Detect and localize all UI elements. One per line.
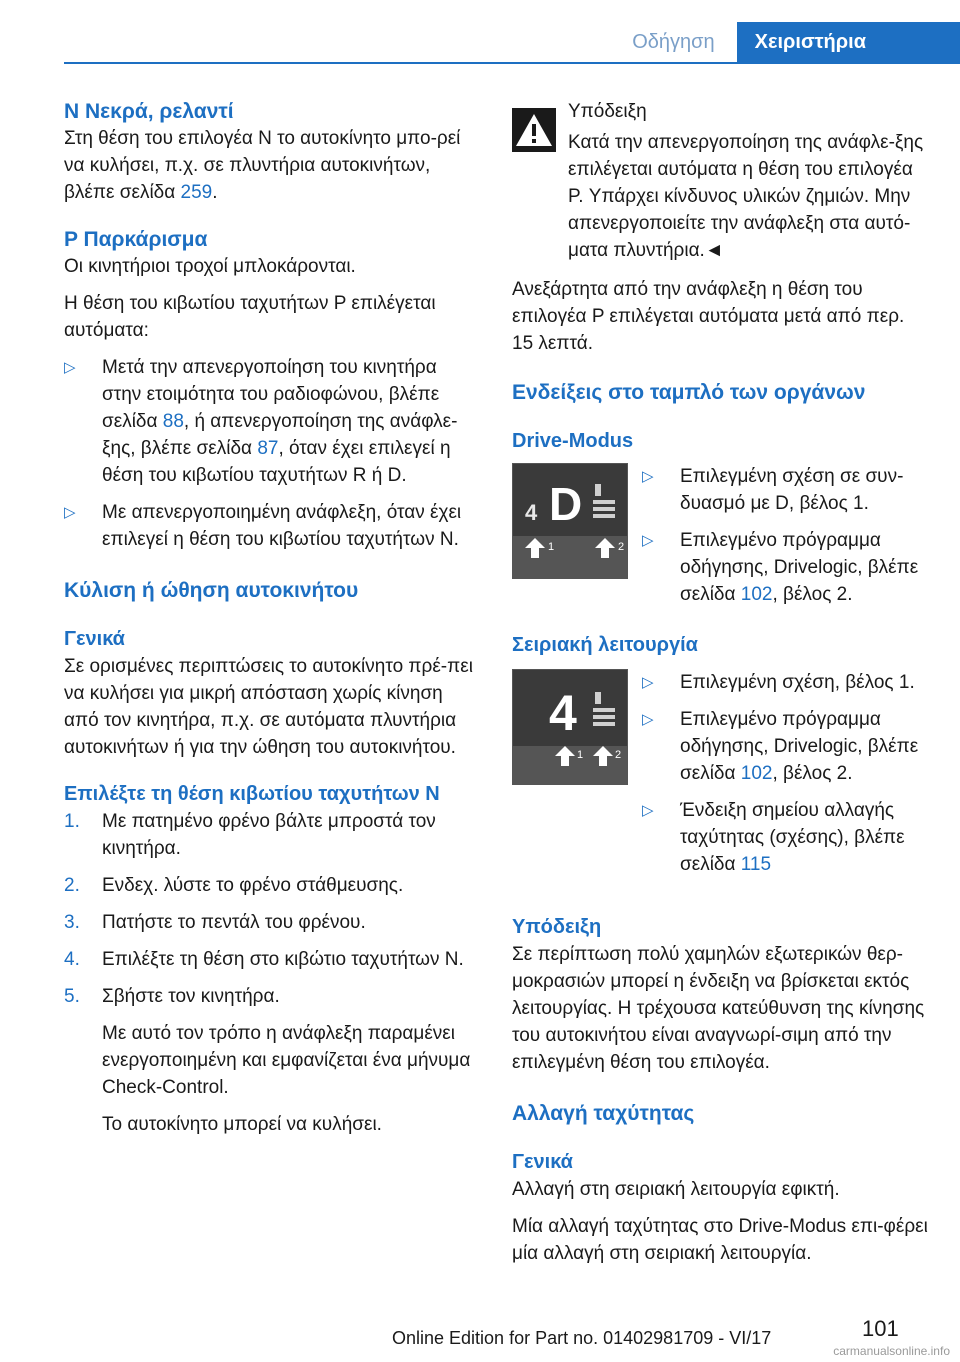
drive-bullet-1-text: Επιλεγμένη σχέση σε συν-δυασμό με D, βέλος 1.	[680, 466, 904, 514]
step-number: 4.	[64, 949, 80, 970]
general-heading: Γενικά	[64, 628, 125, 650]
steps-list	[64, 808, 480, 1138]
page-link-259[interactable]: 259	[180, 182, 213, 203]
park-text-2: Η θέση του κιβωτίου ταχυτήτων P επιλέγεται αυτόματα:	[64, 293, 436, 341]
park-bullet-1	[64, 354, 480, 489]
step-number: 2.	[64, 875, 80, 896]
arrow-2-label: 2	[615, 749, 622, 761]
step-number: 5.	[64, 986, 80, 1007]
step-text: Επιλέξτε τη θέση στο κιβώτιο ταχυτήτων N.	[102, 949, 464, 970]
seq-bullet-3-text: Ένδειξη σημείου αλλαγής ταχύτητας (σχέσης), βλέπε σελίδα	[680, 800, 905, 875]
arrow-1-label: 1	[548, 541, 555, 553]
drive-mode-figure-row	[512, 463, 928, 608]
page-link-102[interactable]: 102	[740, 584, 773, 605]
park-bullet-1-text-b: , ή απενεργοποίηση της ανάφλε-ξης, βλέπε σελίδα	[102, 411, 458, 459]
neutral-text-end: .	[212, 182, 218, 203]
bullet-triangle-icon: ▷	[642, 802, 654, 819]
neutral-heading: N Νεκρά, ρελαντί	[64, 100, 234, 123]
drive-letter: D	[549, 478, 583, 530]
seq-bullet-2-text-a: Επιλεγμένο πρόγραμμα οδήγησης, Drivelogic, βλέπε σελίδα	[680, 709, 919, 784]
park-text-1: Οι κινητήριοι τροχοί μπλοκάρονται.	[64, 256, 356, 277]
seq-bullet-1-text: Επιλεγμένη σχέση, βέλος 1.	[680, 672, 915, 693]
drive-mode-display-image	[512, 463, 628, 579]
drive-bullet-2-text-b: , βέλος 2.	[772, 584, 853, 605]
warning-block	[512, 98, 928, 264]
drive-mode-heading: Drive-Modus	[512, 430, 634, 452]
bullet-triangle-icon: ▷	[642, 711, 654, 728]
warning-text: Κατά την απενεργοποίηση της ανάφλε-ξης επιλέγεται αυτόματα η θέση του επιλογέα P. Υπάρχει κίνδυνος υλικών ζημιών. Μην απενεργοποιείτε την ανάφλεξη στα αυτό-ματα πλυντήρια.◄	[568, 132, 924, 261]
sequential-gear-digit: 4	[549, 685, 577, 741]
warning-title: Υπόδειξη	[568, 101, 647, 122]
gear-change-text-2: Μία αλλαγή ταχύτητας στο Drive-Modus επι-φέρει μία αλλαγή στη σειριακή λειτουργία.	[512, 1216, 928, 1264]
right-column	[512, 98, 928, 1267]
drive-mode-list	[642, 463, 928, 608]
indicators-heading: Ενδείξεις στο ταμπλό των οργάνων	[512, 381, 866, 404]
arrow-2-label: 2	[618, 541, 625, 553]
step-text: Σβήστε τον κινητήρα.	[102, 986, 280, 1007]
seq-bullet-2-text-b: , βέλος 2.	[772, 763, 853, 784]
step-item	[64, 909, 480, 936]
drive-bullet-1	[642, 463, 928, 517]
step-5-result: Το αυτοκίνητο μπορεί να κυλήσει.	[102, 1114, 382, 1135]
step-number: 1.	[64, 811, 80, 832]
bullet-triangle-icon: ▷	[642, 674, 654, 691]
note-text: Σε περίπτωση πολύ χαμηλών εξωτερικών θερ-μοκρασιών μπορεί η ένδειξη να βρίσκεται εκτός λειτουργίας. Η τρέχουσα κατεύθυνση της κίνησης του αυτοκινήτου είναι αναγνωρί-σιμη από την επιλεγμένη θέση του επιλογέα.	[512, 944, 925, 1073]
left-column	[64, 98, 480, 1138]
gear-change-text-1: Αλλαγή στη σειριακή λειτουργία εφικτή.	[512, 1179, 840, 1200]
auto-park-text: Ανεξάρτητα από την ανάφλεξη η θέση του επιλογέα P επιλέγεται αυτόματα μετά από περ. 15 λεπτά.	[512, 279, 905, 354]
step-item	[64, 983, 480, 1010]
park-bullet-2	[64, 499, 480, 553]
tab-controls[interactable]: Χειριστήρια	[737, 22, 960, 62]
bullet-triangle-icon: ▷	[642, 532, 654, 549]
sequential-list	[642, 669, 928, 878]
general-text: Σε ορισμένες περιπτώσεις το αυτοκίνητο πρέ-πει να κυλήσει για μικρή απόσταση χωρίς κίνηση από τον κινητήρα, π.χ. σε αυτόματα πλυντήρια αυτοκινήτων ή για την ώθηση του αυτοκινήτου.	[64, 656, 473, 758]
gear-change-heading: Αλλαγή ταχύτητας	[512, 1102, 695, 1125]
step-item	[64, 872, 480, 899]
step-5-note: Με αυτό τον τρόπο η ανάφλεξη παραμένει ενεργοποιημένη και εμφανίζεται ένα μήνυμα Check-Control.	[102, 1023, 471, 1098]
page-link-88[interactable]: 88	[162, 411, 184, 432]
page-number: 101	[862, 1316, 899, 1341]
rolling-heading: Κύλιση ή ώθηση αυτοκινήτου	[64, 579, 359, 602]
gear-change-general-heading: Γενικά	[512, 1151, 573, 1173]
step-number: 3.	[64, 912, 80, 933]
edition-info: Online Edition for Part no. 01402981709 - VI/17	[392, 1328, 772, 1348]
step-text: Ενδεχ. λύστε το φρένο στάθμευσης.	[102, 875, 404, 896]
warning-icon	[512, 108, 556, 152]
neutral-text	[64, 125, 480, 206]
tab-driving[interactable]	[610, 22, 736, 62]
arrow-1-label: 1	[577, 749, 584, 761]
bullet-triangle-icon: ▷	[64, 359, 76, 376]
sequential-figure-row	[512, 669, 928, 878]
sequential-heading: Σειριακή λειτουργία	[512, 634, 698, 656]
seq-bullet-2	[642, 706, 928, 787]
header-tabs	[610, 22, 960, 62]
park-bullet-1-text-a: Μετά την απενεργοποίηση του κινητήρα στην ετοιμότητα του ραδιοφώνου, βλέπε σελίδα	[102, 357, 440, 432]
seq-bullet-3	[642, 797, 928, 878]
header-divider	[64, 62, 960, 64]
seq-bullet-1	[642, 669, 928, 696]
step-text: Με πατημένο φρένο βάλτε μπροστά τον κινητήρα.	[102, 811, 436, 859]
drive-bullet-2-text-a: Επιλεγμένο πρόγραμμα οδήγησης, Drivelogic, βλέπε σελίδα	[680, 530, 919, 605]
park-bullet-2-text: Με απενεργοποιημένη ανάφλεξη, όταν έχει επιλεγεί η θέση του κιβωτίου ταχυτήτων N.	[102, 502, 462, 550]
step-item	[64, 808, 480, 862]
neutral-text-body: Στη θέση του επιλογέα N το αυτοκίνητο μπο-ρεί να κυλήσει, π.χ. σε πλυντήρια αυτοκινήτων, βλέπε σελίδα	[64, 128, 461, 203]
bullet-triangle-icon: ▷	[642, 468, 654, 485]
park-heading: P Παρκάρισμα	[64, 228, 208, 251]
tab-driving-label: Οδήγηση	[632, 31, 715, 53]
drive-bullet-2	[642, 527, 928, 608]
watermark: carmanualsonline.info	[833, 1344, 950, 1358]
drive-gear-digit: 4	[525, 500, 538, 525]
page-link-115[interactable]: 115	[740, 854, 772, 875]
sequential-display-image	[512, 669, 628, 785]
park-bullet-1-text-c: , όταν έχει επιλεγεί η θέση του κιβωτίου ταχυτήτων R ή D.	[102, 438, 451, 486]
page-link-102[interactable]: 102	[740, 763, 773, 784]
step-item	[64, 946, 480, 973]
note-heading: Υπόδειξη	[512, 916, 602, 938]
bullet-triangle-icon: ▷	[64, 504, 76, 521]
select-neutral-heading: Επιλέξτε τη θέση κιβωτίου ταχυτήτων N	[64, 783, 440, 805]
page-link-87[interactable]: 87	[257, 438, 279, 459]
step-text: Πατήστε το πεντάλ του φρένου.	[102, 912, 366, 933]
